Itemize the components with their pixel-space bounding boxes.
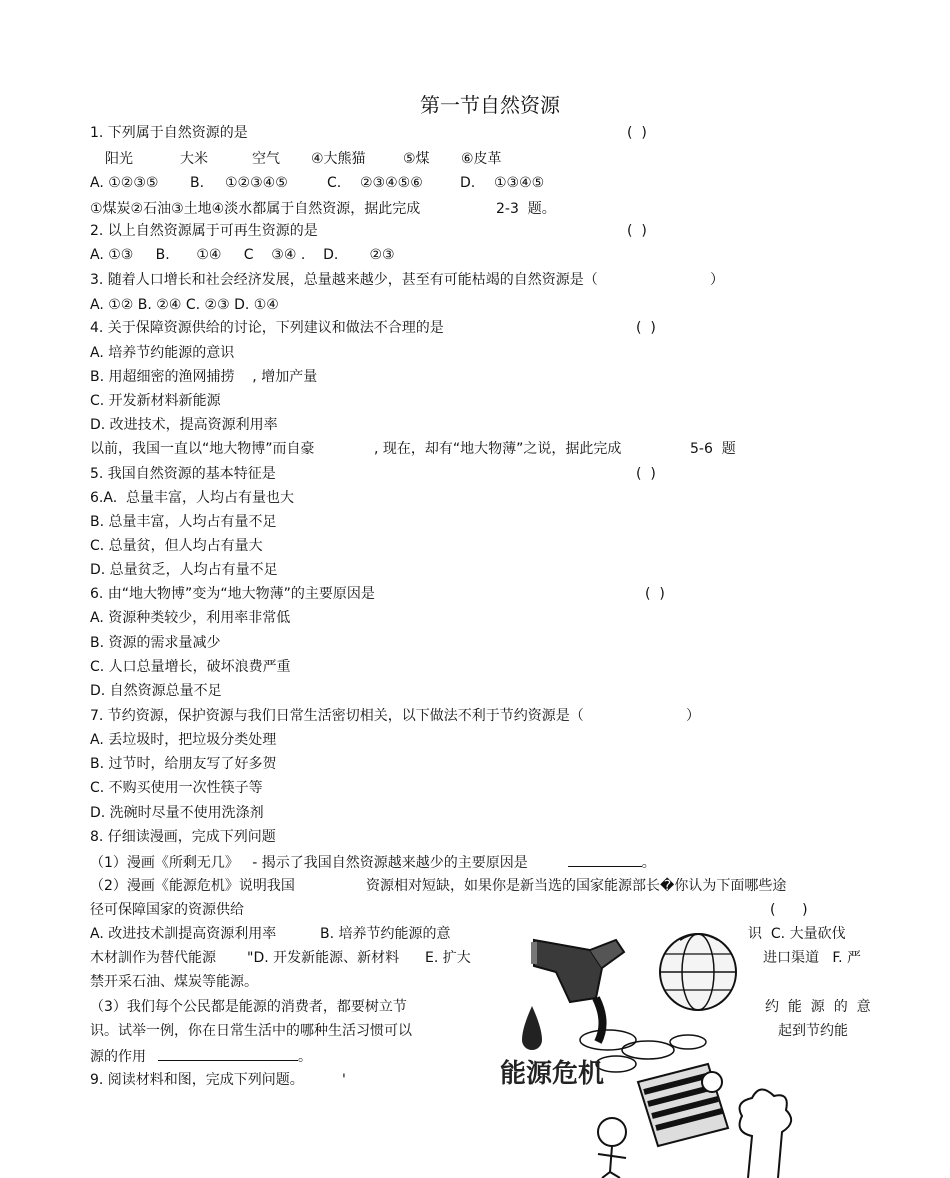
fuel-nozzle-icon [534,940,624,1042]
q5-paren: ( ) [636,466,656,482]
q8-part1-blank [568,852,642,867]
q1-option: D. [460,175,476,191]
q7-option-c: C. 不购买使用一次性筷子等 [90,780,263,796]
q8-part3-b: 约 能 源 的 意 [765,999,871,1015]
q1-option: A. ①②③⑤ [90,175,159,191]
q1-item: ⑥皮革 [461,151,502,167]
q5-option-b: B. 总量丰富，人均占有量不足 [90,514,277,530]
q8-part2-b-text: 资源相对短缺，如果你是新当选的国家能源部长�你认为下面哪些途 [366,878,787,894]
energy-crisis-comic [498,932,880,1178]
q7-option-b: B. 过节时，给朋友写了好多贺 [90,756,277,772]
q1-item: 阳光 [105,151,133,167]
q8-part3-a: （3）我们每个公民都是能源的消费者，都要树立节 [90,999,407,1015]
q4-option-c: C. 开发新材料新能源 [90,393,221,409]
q8-option-e: E. 扩大 [425,950,471,966]
q8-part1 [90,852,656,872]
q8-part3-end: 。 [298,1049,312,1065]
q4-stem: 4. 关于保障资源供给的讨论，下列建议和做法不合理的是 [90,320,444,336]
q8-part1-text: （1）漫画《所剩无几》 - 揭示了我国自然资源越来越少的主要原因是 [90,855,528,871]
q5-stem: 5. 我国自然资源的基本特征是 [90,466,276,482]
q9-stem: 9. 阅读材料和图，完成下列问题。 [90,1072,304,1088]
q4-option-d: D. 改进技术，提高资源利用率 [90,417,278,433]
q8-part1-end: 。 [641,855,656,871]
q3-paren-close: ） [710,272,724,288]
q1-paren: ( ) [627,125,647,141]
q5-intro: 以前，我国一直以“地大物博”而自豪 [90,441,315,457]
q5-option-a: 6.A. 总量丰富，人均占有量也大 [90,490,295,506]
q1-item: ④大熊猫 [311,151,366,167]
q2-stem: 2. 以上自然资源属于可再生资源的是 [90,223,318,239]
q8-part3-e-text: 源的作用 [90,1049,146,1065]
q5-intro-range: 5-6 题 [690,441,736,457]
q5-intro-cont: , 现在，却有“地大物薄”之说，据此完成 [374,441,622,457]
q5-option-d: D. 总量贫乏，人均占有量不足 [90,562,278,578]
q2-options: A. ①③ B. ①④ C ③④ . D. ②③ [90,247,395,263]
q8-stem: 8. 仔细读漫画，完成下列问题 [90,829,276,845]
q4-option-a: A. 培养节约能源的意识 [90,345,235,361]
q7-option-d: D. 洗碗时尽量不使用洗涤剂 [90,805,264,821]
oil-drop-icon [522,1006,542,1050]
q6-option-c: C. 人口总量增长，破坏浪费严重 [90,659,291,675]
q6-paren: ( ) [645,586,665,602]
q9-mark: ' [342,1072,346,1088]
q7-paren-close: ） [686,708,700,724]
q7-option-a: A. 丢垃圾时，把垃圾分类处理 [90,732,277,748]
q2-paren: ( ) [627,223,647,239]
q1-option: ②③④⑤⑥ [360,175,423,191]
q1-stem: 1. 下列属于自然资源的是 [90,125,248,141]
q8-part3-c: 识。试举一例，你在日常生活中的哪种生活习惯可以 [90,1023,412,1039]
q8-option-b: B. 培养节约能源的意 [320,926,451,942]
q8-part2-b [366,877,786,895]
comic-caption: 能源危机 [500,1059,605,1089]
q1-option: ①③④⑤ [494,175,545,191]
q8-option-c: 识 C. 大量砍伐 [748,926,846,942]
factory-icon [638,1064,728,1146]
q6-option-b: B. 资源的需求量减少 [90,635,221,651]
person-icon [598,1118,626,1178]
q7-stem: 7. 节约资源，保护资源与我们日常生活密切相关，以下做法不利于节约资源是（ [90,708,584,724]
q6-option-a: A. 资源种类较少，利用率非常低 [90,610,291,626]
q8-part2-paren: ( ) [770,902,808,918]
q6-option-d: D. 自然资源总量不足 [90,683,222,699]
q1-item: 空气 [252,151,280,167]
q8-part2-a: （2）漫画《能源危机》说明我国 [90,878,295,894]
q8-option-d: "D. 开发新能源、新材料 [247,950,400,966]
q8-part3-d: 起到节约能 [778,1023,848,1039]
q1-option: B. [190,175,205,191]
q8-option-c-cont: 木材訓作为替代能源 [90,950,216,966]
q1-item: 大米 [180,151,208,167]
q1-item: ⑤煤 [403,151,430,167]
q4-paren: ( ) [636,320,656,336]
q8-option-e-cont: 进口渠道 F. 严 [763,950,862,966]
q8-part2-c: 径可保障国家的资源供给 [90,902,244,918]
q1-option: C. [327,175,342,191]
tree-icon [740,1089,792,1178]
q8-part3-blank [158,1046,298,1061]
q3-options: A. ①② B. ②④ C. ②③ D. ①④ [90,297,279,313]
page-title: 第一节自然资源 [420,93,560,117]
globe-icon [660,934,736,1010]
q8-part3-e [90,1046,312,1066]
q6-stem: 6. 由“地大物博”变为“地大物薄”的主要原因是 [90,586,375,602]
q8-option-f-cont: 禁开采石油、煤炭等能源。 [90,974,258,990]
q5-option-c: C. 总量贫，但人均占有量大 [90,538,263,554]
q4-option-b: B. 用超细密的渔网捕捞 , 增加产量 [90,369,318,385]
q2-intro-range: 2-3 题。 [496,201,556,217]
q2-intro: ①煤炭②石油③土地④淡水都属于自然资源，据此完成 [90,201,421,217]
q8-option-a: A. 改进技术訓提高资源利用率 [90,926,277,942]
q3-stem: 3. 随着人口增长和社会经济发展，总量越来越少，甚至有可能枯竭的自然资源是（ [90,272,598,288]
q1-option: ①②③④⑤ [225,175,288,191]
